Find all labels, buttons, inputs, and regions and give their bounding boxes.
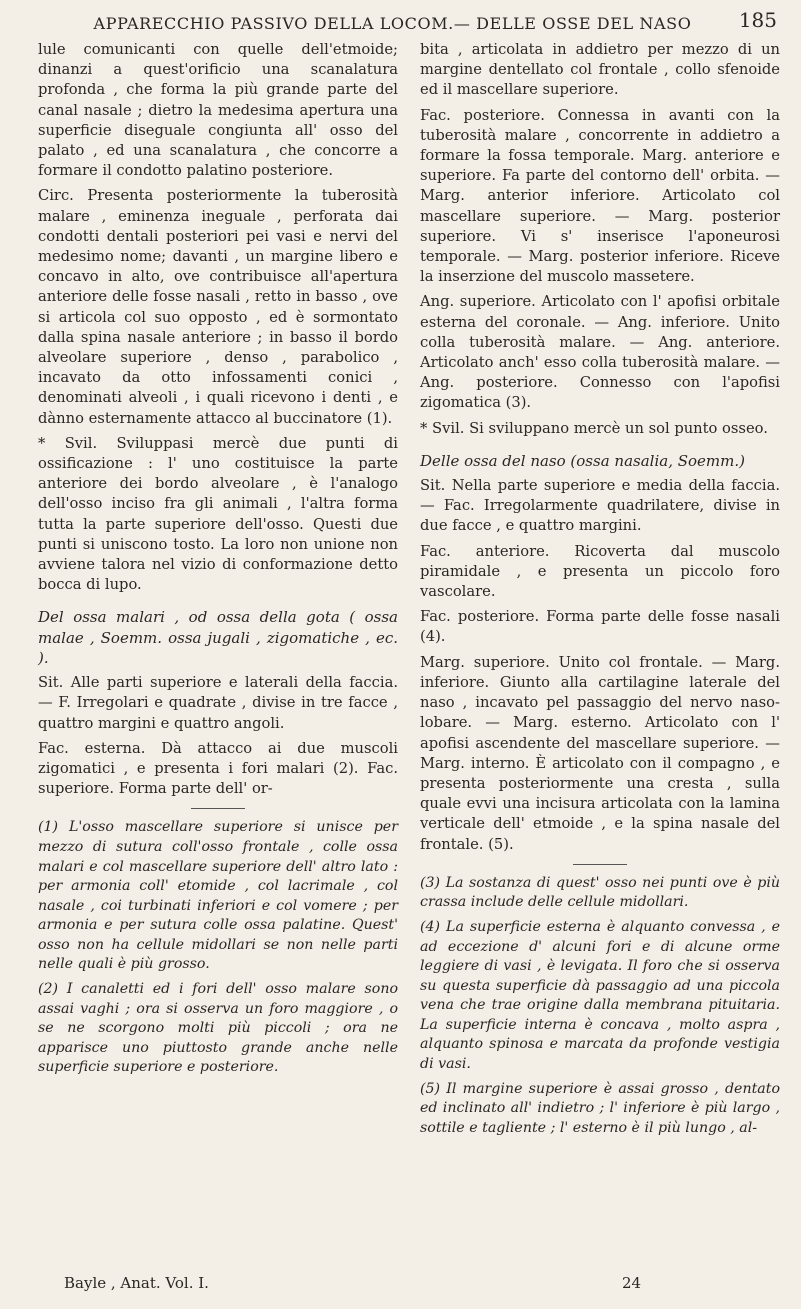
paragraph: lule comunicanti con quelle dell'etmoide; dinanzi a quest'orificio una scanalatura profonda , che forma la più grande parte del canal nasale ; dietro la medesima apertura una superficie diseguale congiunta all' osso del palato , ed una scanalatura , che concorre a formare il condotto palatino posteriore. xyxy=(38,41,398,180)
page-number: 185 xyxy=(738,8,777,32)
paragraph: Ang. superiore. Articolato con l' apofisi orbitale esterna del coronale. — Ang. inferiore. Unito colla tuberosità malare. — Ang. anteriore. Articolato anch' esso colla tuberosità malare. — Ang. posteriore. Connesso con l'apofisi zigomatica (3). xyxy=(420,293,780,412)
paragraph: Fac. posteriore. Forma parte delle fosse nasali (4). xyxy=(420,608,780,646)
paragraph: Marg. superiore. Unito col frontale. — Marg. inferiore. Giunto alla cartilagine laterale del naso , incavato pel passaggio del nervo naso-lobare. — Marg. esterno. Articolato con l' apofisi ascendente del mascellare superiore. — Marg. interno. È articolato con il compagno , e presenta posteriormente una cresta , sulla quale evvi una incisura articolata con la lamina verticale dell' etmoide , e la spina nasale del frontale. (5). xyxy=(420,653,780,853)
paragraph: Sit. Nella parte superiore e media della faccia. — Fac. Irregolarmente quadrilatere, divise in due facce , e quattro margini. xyxy=(420,477,780,535)
footnote-divider xyxy=(573,864,627,865)
signature-mark: 24 xyxy=(622,1274,642,1292)
paragraph: * Svil. Si sviluppano mercè un sol punto osseo. xyxy=(420,419,768,437)
paragraph: bita , articolata in addietro per mezzo di un margine dentellato col frontale , collo sfenoide ed il mascellare superiore. xyxy=(420,41,780,99)
footnote-divider xyxy=(191,808,245,809)
footnote: (4) La superficie esterna è alquanto convessa , e ad eccezione d' alcuni fori e di alcune orme leggiere di vasi , è levigata. Il foro che si osserva su questa superficie dà passaggio ad una piccola vena che trae origine dalla membrana pituitaria. La superficie interna è concava , molto aspra , alquanto spinosa e marcata da profonde vestigia di vasi. xyxy=(420,918,780,1073)
paragraph: Sit. Alle parti superiore e laterali della faccia. — F. Irregolari e quadrate , divise in tre facce , quattro margini e quattro angoli. xyxy=(38,674,398,732)
footnotes xyxy=(38,818,398,1078)
footnote: (1) L'osso mascellare superiore si unisce per mezzo di sutura coll'osso frontale , colle ossa malari e col mascellare superiore dell' altro lato : per armonia coll' etomide , col lacrimale , col nasale , coi turbinati inferiori e col vomere ; per armonia e per sutura colle ossa palatine. Quest' osso non ha cellule midollari se non nelle parti nelle quali è più grosso. xyxy=(38,819,398,973)
paragraph: Circ. Presenta posteriormente la tuberosità malare , eminenza ineguale , perforata dai condotti dentali posteriori pei vasi e nervi del medesimo nome; davanti , un margine libero e concavo in alto, ove contribuisce all'apertura anteriore delle fosse nasali , retto in basso , ove si articola col suo opposto , ed è sormontato dalla spina nasale anteriore ; in basso il bordo alveolare superiore , denso , parabolico , incavato da otto infossamenti conici , denominati alveoli , i quali ricevono i denti , e dànno esternamente attacco al buccinatore (1). xyxy=(38,187,398,427)
paragraph: Fac. posteriore. Connessa in avanti con la tuberosità malare , concorrente in addietro a formare la fossa temporale. Marg. anteriore e superiore. Fa parte del contorno dell' orbita. — Marg. anterior inferiore. Articolato col mascellare superiore. — Marg. posterior superiore. Vi s' inserisce l'aponeurosi temporale. — Marg. posterior inferiore. Riceve la inserzione del muscolo massetere. xyxy=(420,106,780,286)
left-column xyxy=(38,40,398,1078)
section-heading: Delle ossa del naso (ossa nasalia, Soemm.) xyxy=(420,451,745,470)
right-column xyxy=(420,40,780,1138)
paragraph: Fac. anteriore. Ricoverta dal muscolo piramidale , e presenta un piccolo foro vascolare. xyxy=(420,542,780,601)
footnote: (2) I canaletti ed i fori dell' osso malare sono assai vaghi ; ora si osserva un foro maggiore , o se ne scorgono molti più piccoli ; ora ne apparisce uno piuttosto grande anche nelle superficie superiore e posteriore. xyxy=(38,981,398,1076)
section-heading: Del ossa malari , od ossa della gota ( ossa malae , Soemm. ossa jugali , zigomatiche , ec. ). xyxy=(38,608,398,667)
running-header xyxy=(38,6,777,36)
paragraph: Fac. esterna. Dà attacco ai due muscoli zigomatici , e presenta i fori malari (2). Fac. superiore. Forma parte dell' or- xyxy=(38,739,398,798)
running-title: APPARECCHIO PASSIVO DELLA LOCOM.— DELLE OSSE DEL NASO xyxy=(93,14,692,33)
footnote: (3) La sostanza di quest' osso nei punti ove è più crassa include delle cellule midollari. xyxy=(420,874,780,911)
footer-source: Bayle , Anat. Vol. I. xyxy=(64,1274,209,1292)
paragraph: * Svil. Sviluppasi mercè due punti di ossificazione : l' uno costituisce la parte anteriore dei bordo alveolare , è l'analogo dell'osso inciso fra gli animali , l'altra forma tutta la parte superiore dell'osso. Questi due punti si uniscono tosto. La loro non unione non avviene talora nel vizio di conformazione detto bocca di lupo. xyxy=(38,434,398,594)
footnotes xyxy=(420,874,780,1139)
footnote: (5) Il margine superiore è assai grosso , dentato ed inclinato all' indietro ; l' inferiore è più largo , sottile e tagliente ; l' esterno è il più lungo , al- xyxy=(420,1080,780,1136)
